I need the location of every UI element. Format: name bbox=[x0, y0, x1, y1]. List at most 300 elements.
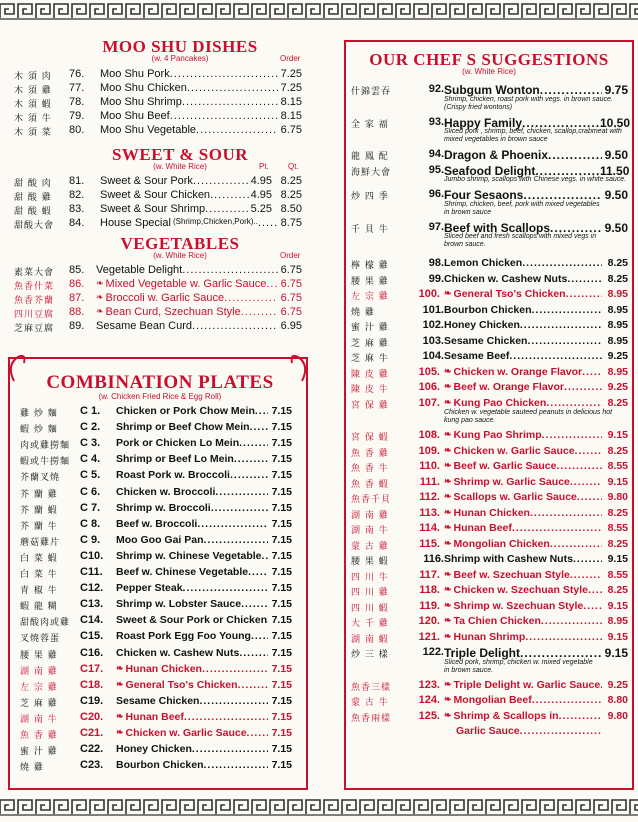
item-name-line bbox=[444, 257, 602, 269]
item-chinese-name: 魚 香 牛 bbox=[351, 464, 389, 474]
item-price: 7.15 bbox=[271, 485, 292, 498]
item-name: Mongolian Chicken bbox=[453, 537, 550, 550]
item-name-line bbox=[444, 694, 602, 706]
item-price: 9.15 bbox=[604, 646, 628, 660]
sweet-sour-pt-header: Pt. bbox=[259, 162, 269, 171]
leader-dots bbox=[532, 304, 602, 316]
hot-pepper-icon: ❧ bbox=[96, 306, 104, 316]
chef-item bbox=[0, 710, 638, 724]
item-number: 113. bbox=[419, 506, 440, 519]
vegetables-order-header: Order bbox=[280, 251, 301, 260]
hot-pepper-icon: ❧ bbox=[444, 506, 452, 517]
moo-shu-title: MOO SHU DISHES bbox=[102, 37, 258, 56]
item-name: Dragon & Phoenix bbox=[444, 148, 549, 162]
hot-pepper-icon: ❧ bbox=[444, 584, 452, 594]
item-chinese-name: 木 須 雞 bbox=[14, 86, 52, 96]
item-chinese-name: 什錦雲吞 bbox=[351, 87, 392, 97]
chef-item bbox=[0, 429, 638, 443]
item-number: 123. bbox=[418, 678, 440, 691]
chef-item bbox=[0, 615, 638, 629]
item-name-line bbox=[456, 725, 602, 737]
item-number: 122. bbox=[422, 646, 444, 658]
item-name: Shrimp or Beef Chow Mein bbox=[116, 421, 250, 434]
chef-item bbox=[0, 694, 638, 708]
hot-pepper-icon: ❧ bbox=[116, 662, 124, 673]
item-number: 86. bbox=[69, 278, 85, 290]
item-number: C19. bbox=[80, 694, 104, 707]
leader-dots bbox=[550, 538, 602, 550]
item-description: Shrimp, chicken, beef, pork with mixed vegetables bbox=[444, 200, 600, 208]
moo-shu-order-header: Order bbox=[280, 54, 301, 63]
item-chinese-name: 芝 麻 雞 bbox=[351, 338, 389, 349]
item-price: 8.15 bbox=[280, 96, 302, 108]
leader-dots bbox=[575, 445, 602, 457]
item-number: 115. bbox=[419, 537, 440, 550]
greek-key-border-top bbox=[0, 2, 638, 20]
item-number: 76. bbox=[69, 68, 85, 80]
hot-pepper-icon: ❧ bbox=[444, 615, 452, 625]
item-name: Sweet & Sour Pork bbox=[100, 175, 193, 187]
item-quart-price: 8.50 bbox=[280, 203, 302, 215]
item-price: 9.25 bbox=[607, 678, 628, 691]
chef-item bbox=[0, 350, 638, 364]
leader-dots bbox=[525, 631, 602, 643]
item-price: 6.75 bbox=[280, 278, 302, 290]
item-chinese-name: 木 須 肉 bbox=[14, 72, 52, 82]
item-price: 7.15 bbox=[271, 727, 292, 739]
leader-dots bbox=[566, 288, 602, 300]
item-name: General Tso's Chicken bbox=[125, 678, 238, 691]
vegetables-subtitle: (w. White Rice) bbox=[153, 251, 207, 260]
leader-dots bbox=[570, 476, 602, 488]
item-price: 6.75 bbox=[280, 306, 302, 318]
item-description: Sliced pork, shrimp, chicken w. mixed vegetable bbox=[444, 658, 593, 666]
item-quart-price: 8.75 bbox=[280, 217, 302, 229]
item-price: 7.15 bbox=[271, 566, 292, 578]
item-description: Chicken w. vegetable sauteed peanuts in delicious hot bbox=[444, 409, 613, 416]
item-number: C21. bbox=[80, 727, 104, 739]
item-chinese-name: 宮 保 蝦 bbox=[351, 433, 389, 443]
item-name: Ta Chien Chicken bbox=[453, 615, 541, 627]
item-name: Pepper Steak bbox=[116, 582, 183, 595]
item-price: 7.15 bbox=[271, 662, 292, 675]
combination-title: COMBINATION PLATES bbox=[46, 372, 274, 393]
item-number: C 4. bbox=[80, 453, 101, 466]
item-chinese-name: 魚香三樣 bbox=[351, 682, 392, 693]
chef-item-continued bbox=[0, 725, 638, 739]
leader-dots bbox=[548, 148, 602, 162]
item-price: 9.15 bbox=[607, 599, 628, 612]
item-number: C12. bbox=[80, 582, 104, 595]
item-name-continued: Garlic Sauce bbox=[456, 725, 520, 737]
item-price: 7.25 bbox=[280, 68, 302, 80]
item-number: C16. bbox=[80, 646, 104, 659]
item-number: 103. bbox=[422, 334, 444, 347]
item-name: House Special bbox=[100, 217, 171, 229]
item-chinese-name: 湖 南 雞 bbox=[351, 510, 389, 521]
item-chinese-name: 湖 南 雞 bbox=[20, 666, 58, 677]
item-name: Pork or Chicken Lo Mein bbox=[116, 437, 240, 450]
hot-pepper-icon: ❧ bbox=[444, 694, 452, 704]
leader-dots bbox=[567, 273, 602, 285]
item-chinese-name: 素菜大會 bbox=[14, 268, 55, 278]
item-number: 93. bbox=[428, 115, 444, 128]
item-price: 6.75 bbox=[280, 264, 302, 276]
item-name: Kung Pao Shrimp bbox=[453, 429, 542, 441]
item-chinese-name: 魚 香 雞 bbox=[20, 731, 58, 741]
item-price: 9.50 bbox=[604, 188, 628, 202]
chef-suggestions-subtitle: (w. White Rice) bbox=[462, 67, 516, 76]
item-number: C 9. bbox=[80, 533, 101, 546]
item-chinese-name: 白 菜 蝦 bbox=[20, 553, 58, 564]
item-chinese-name: 木 須 菜 bbox=[14, 128, 52, 138]
item-price: 8.25 bbox=[607, 396, 628, 409]
chef-item bbox=[0, 569, 638, 583]
item-number: C22. bbox=[80, 743, 104, 756]
hot-pepper-icon: ❧ bbox=[96, 278, 104, 288]
item-description: Sliced beef and fresh scallops with mixed vegs in bbox=[444, 233, 597, 240]
item-name: Triple Delight w. Garlic Sauce bbox=[453, 678, 601, 691]
item-price: 9.25 bbox=[607, 350, 628, 362]
hot-pepper-icon: ❧ bbox=[116, 678, 124, 689]
hot-pepper-icon: ❧ bbox=[444, 630, 452, 641]
item-name-line bbox=[116, 743, 268, 755]
chef-item bbox=[0, 522, 638, 536]
item-chinese-name: 左 宗 雞 bbox=[20, 682, 58, 693]
item-price: 9.50 bbox=[604, 220, 628, 235]
item-number: 109. bbox=[418, 444, 440, 457]
hot-pepper-icon: ❧ bbox=[444, 396, 452, 407]
item-name-line bbox=[444, 397, 602, 409]
hot-pepper-icon: ❧ bbox=[444, 475, 452, 486]
item-number: 96. bbox=[428, 188, 444, 200]
item-name: Shrimp with Cashew Nuts bbox=[444, 553, 573, 565]
item-name: Chicken w. Garlic Sauce bbox=[453, 444, 575, 457]
chef-item bbox=[0, 507, 638, 521]
leader-dots bbox=[530, 507, 602, 519]
item-description: Jumbo shrimp, scallops with Chinese vegs. in white sauce. bbox=[444, 176, 627, 183]
item-number: C17. bbox=[80, 662, 104, 675]
item-description: in brown sauce bbox=[444, 208, 492, 216]
item-number: C 6. bbox=[80, 485, 101, 498]
item-chinese-name: 甜酸大會 bbox=[14, 221, 55, 231]
item-name: Chicken w. Garlic Sauce bbox=[125, 727, 247, 739]
chef-suggestions-title: OUR CHEF S SUGGESTIONS bbox=[369, 50, 609, 69]
item-chinese-name: 蜜 汁 雞 bbox=[20, 747, 58, 758]
chef-item bbox=[0, 288, 638, 302]
item-name-line bbox=[444, 538, 602, 550]
item-price: 8.25 bbox=[607, 537, 628, 550]
item-name: Sesame Beef bbox=[444, 350, 510, 362]
item-chinese-name: 雞 炒 麵 bbox=[20, 409, 58, 419]
item-name: Mongolian Beef bbox=[453, 694, 532, 706]
item-chinese-name: 芥 蘭 牛 bbox=[20, 521, 58, 532]
item-number: 79. bbox=[69, 110, 85, 122]
chef-item bbox=[0, 148, 638, 162]
item-name: Hunan Shrimp bbox=[453, 630, 526, 643]
item-price: 7.15 bbox=[271, 694, 292, 707]
item-chinese-name: 腰 果 雞 bbox=[351, 276, 389, 287]
item-name: Shrimp w. Broccoli bbox=[116, 501, 211, 514]
item-name: Shrimp & Scallops in bbox=[453, 709, 559, 722]
item-number: 117. bbox=[419, 568, 440, 581]
item-price: 7.15 bbox=[271, 630, 292, 643]
item-number: C15. bbox=[80, 630, 104, 643]
item-chinese-name: 木 須 蝦 bbox=[14, 100, 52, 110]
item-chinese-name: 檸 檬 雞 bbox=[351, 261, 389, 271]
item-chinese-name: 燒 雞 bbox=[20, 763, 44, 774]
chef-item bbox=[0, 679, 638, 693]
item-chinese-name: 青 椒 牛 bbox=[20, 586, 58, 597]
item-chinese-name: 芥 蘭 雞 bbox=[20, 489, 58, 500]
hot-pepper-icon: ❧ bbox=[444, 537, 452, 548]
item-name: Happy Family bbox=[444, 115, 523, 130]
sweet-sour-title: SWEET & SOUR bbox=[111, 145, 249, 164]
item-number: 111. bbox=[419, 475, 440, 488]
item-name: Sweet & Sour Chicken bbox=[100, 189, 211, 201]
item-name: Shrimp or Beef Lo Mein bbox=[116, 453, 234, 466]
item-name: Moo Shu Chicken bbox=[100, 82, 187, 94]
item-price: 7.15 bbox=[271, 501, 292, 514]
item-price: 8.55 bbox=[607, 460, 628, 472]
item-name-line bbox=[444, 148, 602, 162]
item-name: Sesame Bean Curd bbox=[96, 320, 192, 332]
item-name-line bbox=[116, 759, 268, 771]
item-price: 7.15 bbox=[271, 710, 292, 723]
item-name: Hunan Beef bbox=[125, 710, 184, 723]
leader-dots bbox=[532, 694, 602, 706]
item-chinese-name: 芝麻豆腐 bbox=[14, 324, 55, 334]
leader-dots bbox=[522, 257, 602, 269]
item-number: C14. bbox=[80, 614, 104, 627]
item-number: C 5. bbox=[80, 469, 101, 482]
item-chinese-name: 魚 香 雞 bbox=[351, 448, 389, 459]
item-price: 7.15 bbox=[271, 598, 292, 611]
item-name: Moo Shu Pork bbox=[100, 68, 170, 80]
item-chinese-name: 木 須 牛 bbox=[14, 114, 52, 124]
item-number: 106. bbox=[418, 381, 440, 393]
item-name-line bbox=[444, 522, 602, 534]
leader-dots bbox=[512, 522, 602, 534]
chef-item bbox=[0, 491, 638, 505]
item-name: Four Sesaons bbox=[444, 188, 524, 202]
item-chinese-name: 燒 雞 bbox=[351, 307, 375, 318]
item-name: Triple Delight bbox=[444, 646, 521, 660]
item-chinese-name: 芝 麻 雞 bbox=[20, 698, 58, 709]
item-number: 85. bbox=[69, 264, 85, 276]
item-name-line bbox=[444, 569, 602, 581]
item-price: 8.95 bbox=[607, 319, 628, 331]
item-name-line bbox=[444, 476, 602, 488]
item-quart-price: 8.25 bbox=[280, 189, 302, 201]
item-price: 7.15 bbox=[271, 582, 292, 595]
item-chinese-name: 龍 鳳 配 bbox=[351, 152, 389, 162]
item-number: C 2. bbox=[80, 421, 101, 434]
item-chinese-name: 魚香千貝 bbox=[351, 495, 392, 505]
item-number: 105. bbox=[418, 365, 440, 378]
item-price: 8.15 bbox=[280, 110, 302, 122]
hot-pepper-icon: ❧ bbox=[444, 678, 452, 689]
item-price: 8.25 bbox=[607, 444, 628, 457]
item-number: 94. bbox=[428, 148, 444, 160]
item-quart-price: 8.25 bbox=[280, 175, 302, 187]
item-name-line bbox=[444, 350, 602, 362]
item-price: 9.50 bbox=[604, 148, 628, 162]
item-price: 7.15 bbox=[271, 517, 292, 530]
item-price: 8.25 bbox=[607, 506, 628, 519]
item-number: 78. bbox=[69, 96, 85, 108]
item-name-line bbox=[444, 553, 602, 565]
item-description: Sliced pork , shrimp, beef, chicken, scallop,crabmeat with bbox=[444, 128, 622, 135]
item-number: C10. bbox=[80, 549, 104, 562]
item-name: Honey Chicken bbox=[444, 319, 520, 331]
item-price: 8.95 bbox=[607, 615, 628, 627]
item-name: General Tso's Chicken bbox=[453, 288, 566, 300]
item-name-line bbox=[100, 203, 250, 215]
item-chinese-name: 湖 南 蝦 bbox=[351, 634, 389, 645]
hot-pepper-icon: ❧ bbox=[444, 491, 452, 501]
item-name-line bbox=[444, 429, 602, 441]
item-name-line bbox=[444, 491, 602, 503]
chef-item bbox=[0, 538, 638, 552]
item-name: Bourbon Chicken bbox=[116, 759, 204, 772]
item-number: 77. bbox=[69, 82, 85, 94]
item-chinese-name: 左 宗 雞 bbox=[351, 292, 389, 302]
item-number: 114. bbox=[419, 522, 440, 534]
item-price: 7.15 bbox=[271, 614, 292, 627]
moo-shu-subtitle: (w. 4 Pancakes) bbox=[151, 54, 209, 63]
item-chinese-name: 蜜 汁 雞 bbox=[351, 323, 389, 333]
item-price: 7.15 bbox=[271, 759, 292, 772]
item-chinese-name: 芥 蘭 蝦 bbox=[20, 505, 58, 516]
item-price: 10.50 bbox=[600, 115, 631, 130]
item-number: 87. bbox=[69, 292, 85, 304]
item-name: Sweet & Sour Shrimp bbox=[100, 203, 206, 215]
item-chinese-name: 蒙 古 牛 bbox=[351, 698, 389, 708]
item-number: 81. bbox=[69, 175, 85, 187]
item-name: Chicken w. Cashew Nuts bbox=[444, 272, 568, 285]
item-chinese-name: 四 川 蝦 bbox=[351, 603, 389, 614]
leader-dots bbox=[520, 725, 602, 737]
item-name: Chicken w. Szechuan Style bbox=[453, 584, 588, 596]
item-chinese-name: 魚香兩樣 bbox=[351, 713, 392, 724]
greek-key-motif bbox=[0, 800, 638, 815]
leader-dots bbox=[542, 429, 602, 441]
item-description: Shrimp, chicken, roast pork with vegs. in brown sauce. bbox=[444, 95, 613, 103]
item-chinese-name: 湖 南 牛 bbox=[351, 526, 389, 536]
leader-dots bbox=[205, 203, 250, 215]
item-name: Bean Curd, Szechuan Style bbox=[105, 306, 241, 318]
item-number: 121. bbox=[418, 630, 440, 643]
hot-pepper-icon: ❧ bbox=[444, 522, 452, 532]
item-number: 108. bbox=[418, 429, 440, 441]
item-chinese-name: 四川豆腐 bbox=[14, 310, 55, 320]
item-name-line bbox=[444, 381, 602, 393]
item-price: 8.25 bbox=[607, 272, 628, 285]
item-name: Sweet & Sour Pork or Chicken bbox=[116, 614, 268, 627]
item-chinese-name: 炒 四 季 bbox=[351, 192, 389, 202]
item-chinese-name: 蘑菇雞片 bbox=[20, 537, 61, 548]
item-number: 101. bbox=[422, 303, 444, 316]
hot-pepper-icon: ❧ bbox=[444, 599, 452, 610]
item-price: 8.25 bbox=[607, 257, 628, 269]
item-pint-price: 4.95 bbox=[250, 175, 272, 187]
item-price: 6.95 bbox=[280, 320, 302, 332]
item-name: Shrimp w. Lobster Sauce bbox=[116, 598, 242, 611]
item-number: C 1. bbox=[80, 405, 101, 417]
item-number: 92. bbox=[428, 83, 444, 95]
item-name-line bbox=[444, 615, 602, 627]
chef-item bbox=[0, 366, 638, 380]
item-price: 7.15 bbox=[271, 469, 292, 482]
item-name: Chicken w. Cashew Nuts bbox=[116, 646, 240, 659]
item-price: 9.15 bbox=[607, 553, 628, 565]
item-chinese-name: 宮 保 雞 bbox=[351, 400, 389, 411]
item-name-line bbox=[444, 335, 602, 347]
chef-item bbox=[0, 257, 638, 271]
item-number: C18. bbox=[80, 678, 104, 691]
item-name: Beef w. Orange Flavor bbox=[453, 381, 565, 393]
item-name-line bbox=[444, 507, 602, 519]
leader-dots bbox=[546, 397, 602, 409]
chef-item bbox=[0, 476, 638, 490]
item-name: Beef w. Garlic Sauce bbox=[453, 460, 557, 472]
leader-dots bbox=[570, 569, 602, 581]
item-name: Shrimp w. Garlic Sauce bbox=[453, 475, 570, 488]
item-number: 125. bbox=[418, 709, 440, 722]
hot-pepper-icon: ❧ bbox=[444, 288, 452, 298]
item-name: Mixed Vegetable w. Garlic Sauce bbox=[105, 278, 267, 290]
chef-item bbox=[0, 381, 638, 395]
item-name: Shrimp w. Szechuan Style bbox=[453, 599, 584, 612]
hot-pepper-icon: ❧ bbox=[444, 460, 452, 470]
leader-dots bbox=[520, 319, 602, 331]
chef-item bbox=[0, 304, 638, 318]
item-chinese-name: 四 川 雞 bbox=[351, 588, 389, 598]
leader-dots bbox=[202, 663, 268, 675]
leader-dots bbox=[564, 381, 602, 393]
leader-dots bbox=[541, 615, 602, 627]
item-number: C 7. bbox=[80, 501, 101, 514]
item-chinese-name: 白 菜 牛 bbox=[20, 570, 58, 580]
hot-pepper-icon: ❧ bbox=[444, 444, 452, 455]
chef-item bbox=[0, 600, 638, 614]
item-name: Seafood Delight bbox=[444, 163, 536, 178]
item-price: 11.50 bbox=[600, 163, 630, 178]
item-name: Beef with Scallops bbox=[444, 220, 551, 235]
item-name-line bbox=[444, 600, 602, 612]
item-number: 124. bbox=[418, 694, 440, 706]
item-chinese-name: 四 川 牛 bbox=[351, 572, 389, 583]
item-chinese-name: 蝦 龍 糊 bbox=[20, 602, 58, 613]
item-number: 89. bbox=[69, 320, 85, 332]
item-price: 7.15 bbox=[271, 421, 292, 434]
item-number: 112. bbox=[419, 491, 440, 503]
item-chinese-name: 蝦 炒 麵 bbox=[20, 425, 58, 436]
item-chinese-name: 甜酸肉或雞 bbox=[20, 618, 71, 629]
item-chinese-name: 肉或雞撈麵 bbox=[20, 441, 71, 452]
item-name: Beef w. Szechuan Style bbox=[453, 568, 570, 581]
item-price: 7.25 bbox=[280, 82, 302, 94]
item-description: (Crispy fried wontons) bbox=[444, 103, 513, 111]
item-pint-price: 5.25 bbox=[250, 203, 272, 215]
leader-dots bbox=[204, 759, 268, 771]
combination-subtitle: (w. Chicken Fried Rice & Egg Roll) bbox=[98, 392, 222, 401]
hot-pepper-icon: ❧ bbox=[444, 568, 452, 579]
item-chinese-name: 魚香芥蘭 bbox=[14, 296, 55, 306]
item-price: 9.25 bbox=[607, 381, 628, 393]
item-name: Moo Shu Vegetable bbox=[100, 124, 197, 136]
